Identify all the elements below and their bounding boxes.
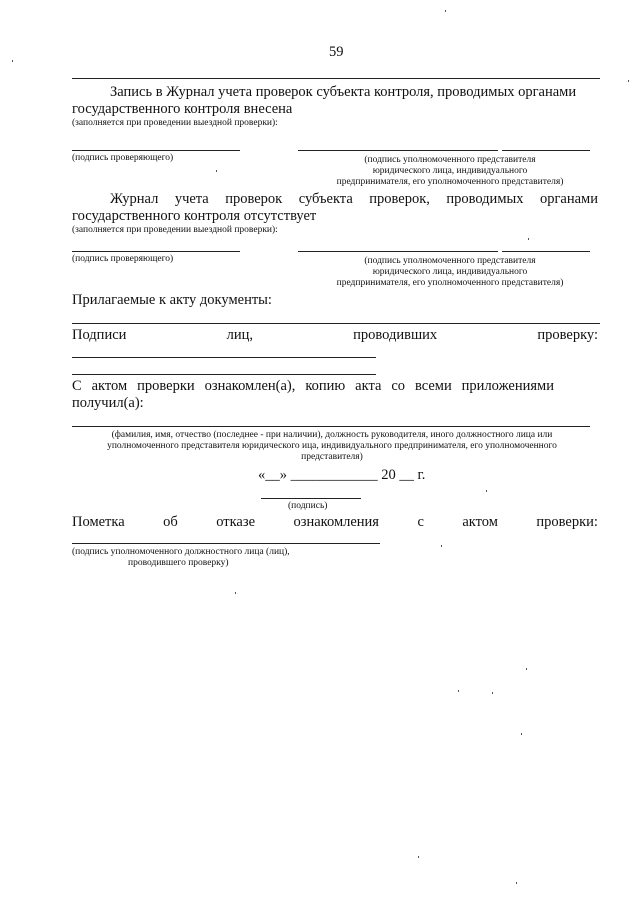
caption-line: представителя) <box>301 452 363 462</box>
scan-speck <box>492 692 493 694</box>
word: ознакомлен(а), <box>204 378 296 394</box>
caption-line: уполномоченного представителя юридического ица, индивидуального предпринимателя, его уполномоченного <box>107 441 557 451</box>
caption-line: предпринимателя, его уполномоченного представителя) <box>336 177 564 187</box>
signature-line[interactable] <box>502 251 590 252</box>
recipient-name-line[interactable] <box>72 426 590 427</box>
scan-speck <box>441 545 442 547</box>
journal-absent-note: (заполняется при проведении выездной проверки): <box>72 225 278 235</box>
signature-line[interactable] <box>298 251 498 252</box>
word: проверку: <box>537 327 598 343</box>
word: Подписи <box>72 327 127 343</box>
date-line[interactable]: «__» ____________ 20 __ г. <box>258 467 426 483</box>
scan-speck <box>516 882 517 884</box>
word: лиц, <box>226 327 253 343</box>
word: проводимых <box>446 191 524 207</box>
scan-speck <box>235 592 236 594</box>
signature-line[interactable] <box>261 498 361 499</box>
word: с <box>417 514 424 530</box>
word: об <box>163 514 178 530</box>
word: органами <box>539 191 598 207</box>
word: С <box>72 378 82 394</box>
representative-signature-caption <box>300 155 600 188</box>
word: проводивших <box>353 327 438 343</box>
refusal-caption <box>72 547 392 569</box>
scan-speck <box>418 856 419 858</box>
word: Журнал <box>110 191 159 207</box>
word: проверок <box>225 191 283 207</box>
journal-entry-line1: Запись в Журнал учета проверок субъекта контроля, проводимых органами <box>110 84 577 100</box>
inspector-signature-line[interactable] <box>72 374 376 375</box>
scan-speck <box>445 10 446 12</box>
caption-line: проводившего проверку) <box>128 558 229 568</box>
journal-absent-line2: государственного контроля отсутствует <box>72 208 317 224</box>
caption-line: (фамилия, имя, отчество (последнее - при наличии), должность руководителя, иного должностного лица или <box>111 430 553 440</box>
refusal-signature-line[interactable] <box>72 543 380 544</box>
attached-documents-line[interactable] <box>72 323 600 324</box>
word: учета <box>174 191 209 207</box>
recipient-caption <box>70 430 594 463</box>
scan-speck <box>628 80 629 82</box>
inspector-signature-caption: (подпись проверяющего) <box>72 153 174 163</box>
signature-line[interactable] <box>72 150 240 151</box>
word: проверки: <box>536 514 598 530</box>
scan-speck <box>528 238 529 240</box>
caption-line: предпринимателя, его уполномоченного представителя) <box>336 278 564 288</box>
scan-speck <box>216 170 217 172</box>
page-number: 59 <box>329 44 344 60</box>
word: проверки <box>137 378 195 394</box>
acquainted-line1 <box>72 378 554 395</box>
inspectors-signatures-label <box>72 327 598 344</box>
signature-line[interactable] <box>502 150 590 151</box>
signature-caption: (подпись) <box>288 501 328 511</box>
caption-line: (подпись уполномоченного должностного лица (лиц), <box>72 547 290 557</box>
journal-entry-line2: государственного контроля внесена <box>72 101 293 117</box>
word: актом <box>462 514 498 530</box>
caption-line: юридического лица, индивидуального <box>372 166 528 176</box>
attached-documents-label: Прилагаемые к акту документы: <box>72 292 272 308</box>
representative-signature-caption <box>300 256 600 289</box>
caption-line: (подпись уполномоченного представителя <box>364 256 536 266</box>
word: со <box>391 378 406 394</box>
word: приложениями <box>461 378 554 394</box>
word: акта <box>355 378 382 394</box>
word: Пометка <box>72 514 125 530</box>
scan-speck <box>486 490 487 492</box>
scan-speck <box>12 60 13 62</box>
word: всеми <box>414 378 452 394</box>
refusal-label <box>72 514 598 531</box>
word: отказе <box>216 514 256 530</box>
inspector-signature-caption: (подпись проверяющего) <box>72 254 174 264</box>
scan-speck <box>521 733 522 735</box>
word: проверок, <box>369 191 430 207</box>
scan-speck <box>458 690 459 692</box>
signature-line[interactable] <box>298 150 498 151</box>
caption-line: юридического лица, индивидуального <box>372 267 528 277</box>
word: субъекта <box>298 191 353 207</box>
caption-line: (подпись уполномоченного представителя <box>364 155 536 165</box>
word: ознакомления <box>293 514 379 530</box>
journal-entry-note: (заполняется при проведении выездной проверки): <box>72 118 278 128</box>
scan-speck <box>526 668 527 670</box>
inspector-signature-line[interactable] <box>72 357 376 358</box>
acquainted-line2: получил(а): <box>72 395 144 411</box>
signature-line[interactable] <box>72 251 240 252</box>
word: актом <box>91 378 128 394</box>
journal-absent-line1 <box>110 191 598 208</box>
word: копию <box>305 378 346 394</box>
top-rule <box>72 78 600 79</box>
